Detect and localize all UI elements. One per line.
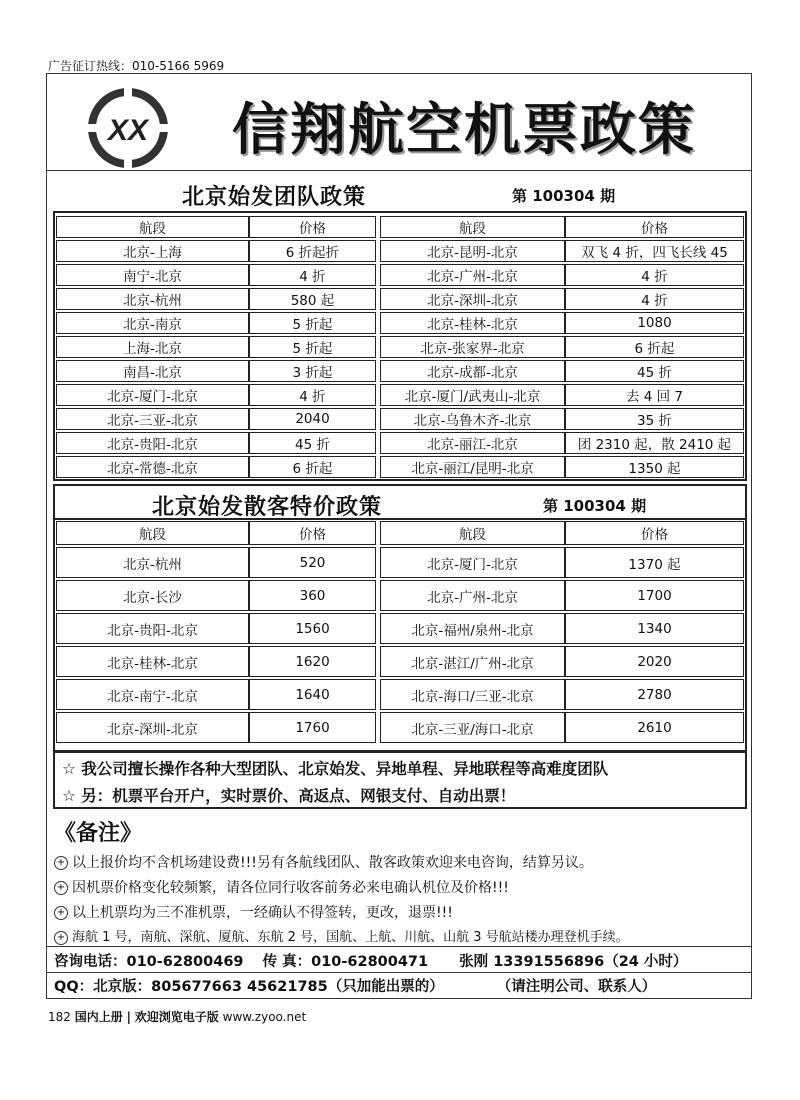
route-cell: 北京-厦门-北京: [380, 547, 565, 578]
table-row: [56, 712, 376, 743]
route-cell: 北京-贵阳-北京: [56, 613, 249, 644]
route-cell: 北京-三亚/海口-北京: [380, 712, 565, 743]
column-header: 航段: [380, 216, 565, 238]
price-cell: 6 折起折: [249, 240, 376, 262]
bullet-icon: +: [54, 906, 68, 920]
brand-logo: [88, 88, 168, 168]
route-cell: 北京-厦门-北京: [56, 384, 249, 406]
contact-note: （请注明公司、联系人）: [496, 979, 657, 995]
footer-site: www.zyoo.net: [222, 1010, 307, 1024]
table-header-row: [56, 521, 376, 545]
price-cell: 去 4 回 7: [565, 384, 744, 406]
table-row: [380, 288, 744, 310]
price-cell: 360: [249, 580, 376, 611]
special-table-right: [380, 519, 744, 745]
table-row: [380, 646, 744, 677]
table-row: [56, 384, 376, 406]
note-item: + 因机票价格变化较频繁，请各位同行收客前务必来电确认机位及价格!!!: [54, 877, 509, 897]
route-cell: 北京-贵阳-北京: [56, 432, 249, 454]
table-row: [380, 336, 744, 358]
route-cell: 北京-丽江/昆明-北京: [380, 456, 565, 478]
price-cell: 双飞 4 折，四飞长线 45: [565, 240, 744, 262]
table-row: [56, 408, 376, 430]
price-cell: 6 折起: [249, 456, 376, 478]
table-header-row: [380, 216, 744, 238]
table-row: [56, 456, 376, 478]
column-header: 价格: [249, 521, 376, 545]
route-cell: 北京-丽江-北京: [380, 432, 565, 454]
column-header: 价格: [249, 216, 376, 238]
price-cell: 1760: [249, 712, 376, 743]
price-cell: 5 折起: [249, 312, 376, 334]
ad-hotline: 广告征订热线：010-5166 5969: [48, 59, 225, 73]
bullet-icon: +: [54, 881, 68, 895]
route-cell: 北京-杭州: [56, 288, 249, 310]
route-cell: 北京-上海: [56, 240, 249, 262]
price-cell: 2020: [565, 646, 744, 677]
table-row: [380, 580, 744, 611]
page-footer: [48, 1008, 306, 1025]
route-cell: 北京-广州-北京: [380, 264, 565, 286]
price-cell: 1640: [249, 679, 376, 710]
contact-line-1: [54, 950, 687, 971]
note-item: + 以上报价均不含机场建设费!!!另有各航线团队、散客政策欢迎来电咨询，结算另议。: [54, 852, 593, 872]
price-cell: 1370 起: [565, 547, 744, 578]
column-header: 价格: [565, 521, 744, 545]
route-cell: 北京-张家界-北京: [380, 336, 565, 358]
page-number: 182: [48, 1010, 71, 1024]
table-row: [56, 432, 376, 454]
route-cell: 北京-成都-北京: [380, 360, 565, 382]
route-cell: 北京-湛江/广州-北京: [380, 646, 565, 677]
price-cell: 45 折: [249, 432, 376, 454]
special-issue: 第 100304 期: [543, 497, 647, 515]
table-row: [380, 432, 744, 454]
table-row: [380, 613, 744, 644]
route-cell: 北京-桂林-北京: [56, 646, 249, 677]
price-cell: 1620: [249, 646, 376, 677]
special-table-left: [56, 519, 376, 745]
table-row: [380, 408, 744, 430]
footer-separator: |: [126, 1010, 131, 1024]
column-header: 航段: [380, 521, 565, 545]
table-row: [380, 456, 744, 478]
column-header: 航段: [56, 521, 249, 545]
column-header: 航段: [56, 216, 249, 238]
table-row: [56, 580, 376, 611]
price-cell: 1700: [565, 580, 744, 611]
price-cell: 35 折: [565, 408, 744, 430]
bullet-icon: +: [54, 931, 68, 945]
route-cell: 南宁-北京: [56, 264, 249, 286]
route-cell: 北京-南京: [56, 312, 249, 334]
table-row: [56, 360, 376, 382]
price-cell: 45 折: [565, 360, 744, 382]
route-cell: 北京-长沙: [56, 580, 249, 611]
price-cell: 2040: [249, 408, 376, 430]
group-table-left: [56, 214, 376, 480]
table-row: [56, 679, 376, 710]
route-cell: 北京-广州-北京: [380, 580, 565, 611]
route-cell: 北京-厦门/武夷山-北京: [380, 384, 565, 406]
highlight-line-2: ☆ 另：机票平台开户，实时票价、高返点、网银支付、自动出票！: [62, 787, 516, 805]
contact-person: 张刚 13391556896（24 小时）: [459, 954, 688, 970]
route-cell: 北京-杭州: [56, 547, 249, 578]
brand-title: 信翔航空机票政策: [232, 98, 696, 163]
price-cell: 4 折: [249, 384, 376, 406]
table-row: [380, 712, 744, 743]
route-cell: 北京-常德-北京: [56, 456, 249, 478]
price-cell: 4 折: [565, 288, 744, 310]
logo-text: XX: [107, 114, 149, 147]
table-row: [380, 679, 744, 710]
price-cell: 1560: [249, 613, 376, 644]
table-row: [56, 547, 376, 578]
price-cell: 1350 起: [565, 456, 744, 478]
route-cell: 北京-桂林-北京: [380, 312, 565, 334]
route-cell: 北京-海口/三亚-北京: [380, 679, 565, 710]
price-cell: 2610: [565, 712, 744, 743]
note-item: + 以上机票均为三不准机票，一经确认不得签转，更改，退票!!!: [54, 902, 453, 922]
table-row: [56, 240, 376, 262]
route-cell: 上海-北京: [56, 336, 249, 358]
group-issue: 第 100304 期: [512, 187, 616, 205]
table-row: [56, 288, 376, 310]
route-cell: 北京-乌鲁木齐-北京: [380, 408, 565, 430]
route-cell: 北京-昆明-北京: [380, 240, 565, 262]
group-table-right: [380, 214, 744, 480]
table-row: [380, 240, 744, 262]
price-cell: 520: [249, 547, 376, 578]
divider: [46, 170, 752, 171]
contact-line-2: [54, 975, 656, 996]
table-row: [56, 312, 376, 334]
footer-slogan: 欢迎浏览电子版: [134, 1010, 219, 1024]
divider: [46, 946, 752, 947]
price-cell: 1080: [565, 312, 744, 334]
table-row: [380, 312, 744, 334]
column-header: 价格: [565, 216, 744, 238]
price-cell: 2780: [565, 679, 744, 710]
group-title: 北京始发团队政策: [182, 185, 367, 210]
table-row: [56, 264, 376, 286]
table-header-row: [380, 521, 744, 545]
table-header-row: [56, 216, 376, 238]
price-cell: 团 2310 起，散 2410 起: [565, 432, 744, 454]
notes-heading: 《备注》: [54, 821, 143, 846]
table-row: [56, 646, 376, 677]
price-cell: 1340: [565, 613, 744, 644]
route-cell: 南昌-北京: [56, 360, 249, 382]
route-cell: 北京-福州/泉州-北京: [380, 613, 565, 644]
price-cell: 580 起: [249, 288, 376, 310]
route-cell: 北京-南宁-北京: [56, 679, 249, 710]
table-row: [380, 360, 744, 382]
route-cell: 北京-深圳-北京: [380, 288, 565, 310]
contact-phone: 咨询电话：010-62800469: [54, 954, 244, 970]
price-cell: 5 折起: [249, 336, 376, 358]
note-item: + 海航 1 号，南航、深航、厦航、东航 2 号，国航、上航、川航、山航 3 号航站楼办理登机手续。: [54, 926, 629, 945]
footer-section: 国内上册: [74, 1010, 123, 1024]
price-cell: 4 折: [249, 264, 376, 286]
contact-fax: 传 真：010-62800471: [262, 954, 429, 970]
table-row: [56, 336, 376, 358]
price-cell: 3 折起: [249, 360, 376, 382]
table-row: [380, 384, 744, 406]
table-row: [56, 613, 376, 644]
special-title: 北京始发散客特价政策: [152, 495, 383, 520]
divider: [46, 972, 752, 973]
bullet-icon: +: [54, 856, 68, 870]
contact-qq: QQ：北京版：805677663 45621785（只加能出票的）: [54, 979, 444, 995]
route-cell: 北京-三亚-北京: [56, 408, 249, 430]
route-cell: 北京-深圳-北京: [56, 712, 249, 743]
price-cell: 4 折: [565, 264, 744, 286]
highlight-line-1: ☆ 我公司擅长操作各种大型团队、北京始发、异地单程、异地联程等高难度团队: [62, 760, 609, 778]
table-row: [380, 264, 744, 286]
price-cell: 6 折起: [565, 336, 744, 358]
table-row: [380, 547, 744, 578]
